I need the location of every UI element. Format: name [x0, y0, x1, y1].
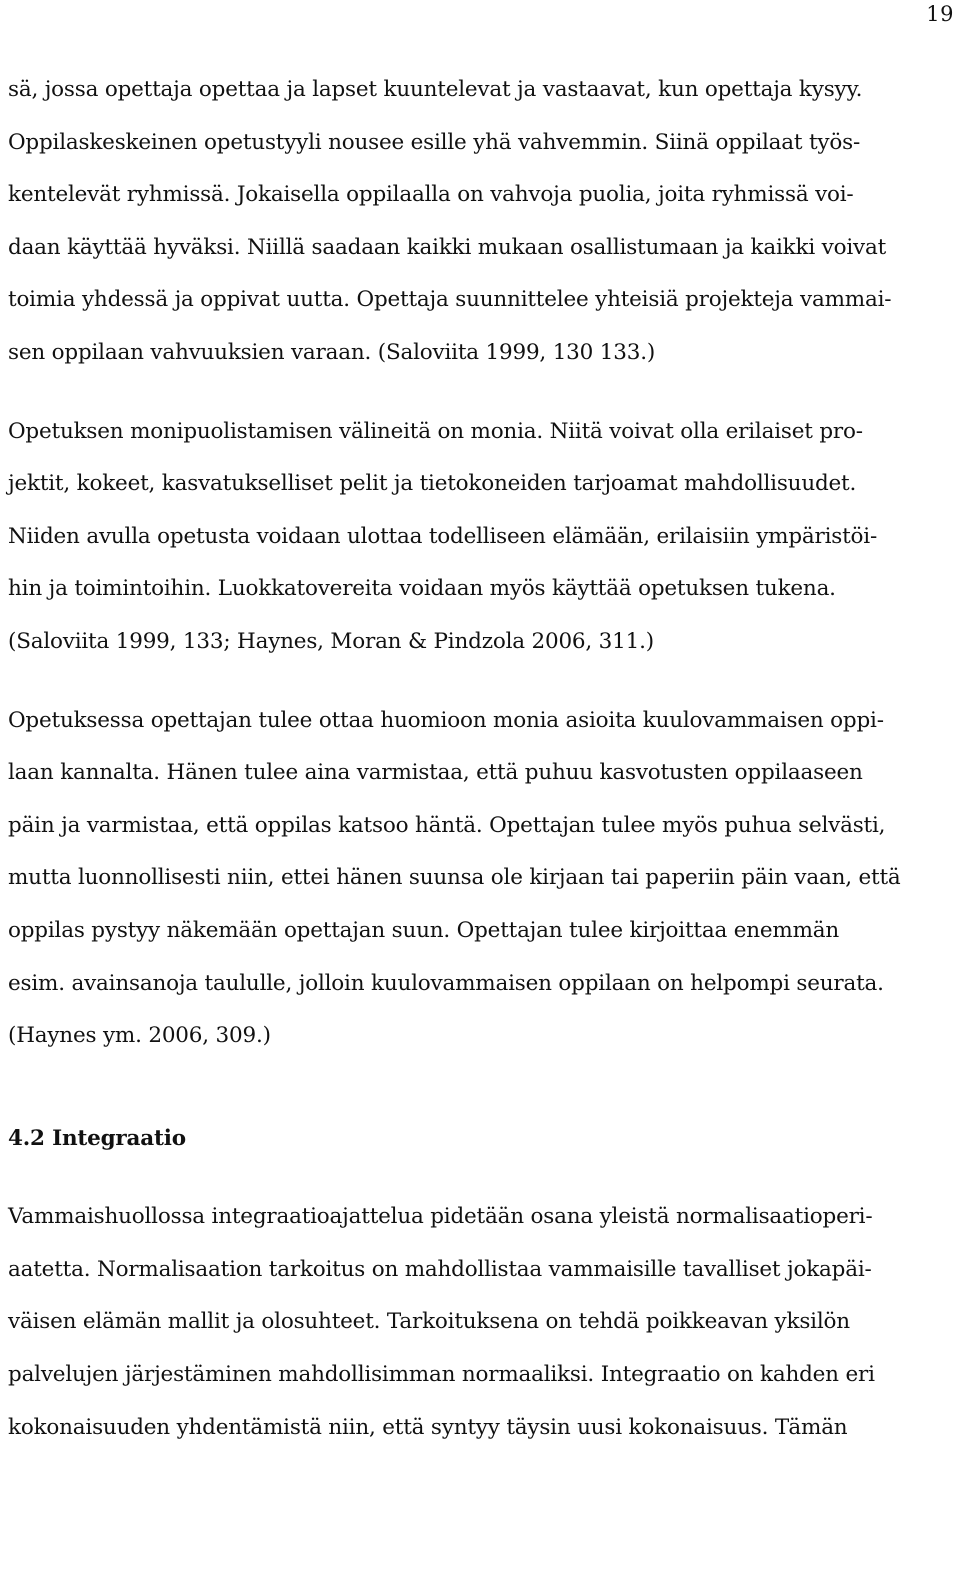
text-line: päin ja varmistaa, että oppilas katsoo häntä. Opettajan tulee myös puhua selvästi,	[8, 812, 886, 838]
text-line: hin ja toimintoihin. Luokkatovereita voidaan myös käyttää opetuksen tukena.	[8, 576, 836, 602]
text-line: palvelujen järjestäminen mahdollisimman normaaliksi. Integraatio on kahden eri	[8, 1362, 875, 1388]
text-line: laan kannalta. Hänen tulee aina varmistaa, että puhuu kasvotusten oppilaaseen	[8, 760, 863, 786]
paragraph	[8, 406, 934, 669]
text-line: Opetuksessa opettajan tulee ottaa huomioon monia asioita kuulovammaisen oppi-	[8, 707, 884, 733]
paragraph-spacer	[8, 1165, 934, 1191]
text-line: väisen elämän mallit ja olosuhteet. Tarkoituksena on tehdä poikkeavan yksilön	[8, 1309, 850, 1335]
text-line: toimia yhdessä ja oppivat uutta. Opettaja suunnittelee yhteisiä projekteja vammai-	[8, 287, 892, 313]
text-line: (Saloviita 1999, 133; Haynes, Moran & Pindzola 2006, 311.)	[8, 628, 654, 654]
paragraph	[8, 64, 934, 380]
section-heading: 4.2 Integraatio	[8, 1125, 186, 1151]
text-line: sen oppilaan vahvuuksien varaan. (Saloviita 1999, 130 133.)	[8, 339, 656, 365]
paragraph	[8, 1191, 934, 1454]
text-line: esim. avainsanoja taululle, jolloin kuulovammaisen oppilaan on helpompi seurata.	[8, 970, 884, 996]
text-line: Opetuksen monipuolistamisen välineitä on monia. Niitä voivat olla erilaiset pro-	[8, 418, 863, 444]
text-line: Niiden avulla opetusta voidaan ulottaa todelliseen elämään, erilaisiin ympäristöi-	[8, 523, 878, 549]
text-line: oppilas pystyy näkemään opettajan suun. Opettajan tulee kirjoittaa enemmän	[8, 917, 840, 943]
text-line: Vammaishuollossa integraatioajattelua pidetään osana yleistä normalisaatioperi-	[8, 1204, 873, 1230]
text-line: mutta luonnollisesti niin, ettei hänen suunsa ole kirjaan tai paperiin päin vaan, että	[8, 865, 901, 891]
document-body	[8, 64, 934, 1454]
text-line: Oppilaskeskeinen opetustyyli nousee esille yhä vahvemmin. Siinä oppilaat työs-	[8, 129, 861, 155]
section-spacer	[8, 1063, 934, 1113]
text-line: aatetta. Normalisaation tarkoitus on mahdollistaa vammaisille tavalliset jokapäi-	[8, 1256, 872, 1282]
text-line: kentelevät ryhmissä. Jokaisella oppilaalla on vahvoja puolia, joita ryhmissä voi-	[8, 182, 854, 208]
paragraph	[8, 695, 934, 1063]
page-number: 19	[926, 2, 954, 26]
text-line: kokonaisuuden yhdentämistä niin, että syntyy täysin uusi kokonaisuus. Tämän	[8, 1414, 848, 1440]
text-line: (Haynes ym. 2006, 309.)	[8, 1023, 271, 1049]
paragraph-spacer	[8, 380, 934, 406]
text-line: daan käyttää hyväksi. Niillä saadaan kaikki mukaan osallistumaan ja kaikki voivat	[8, 234, 887, 260]
text-line: sä, jossa opettaja opettaa ja lapset kuuntelevat ja vastaavat, kun opettaja kysyy.	[8, 77, 863, 102]
paragraph-spacer	[8, 669, 934, 695]
text-line: jektit, kokeet, kasvatukselliset pelit ja tietokoneiden tarjoamat mahdollisuudet.	[8, 471, 857, 497]
